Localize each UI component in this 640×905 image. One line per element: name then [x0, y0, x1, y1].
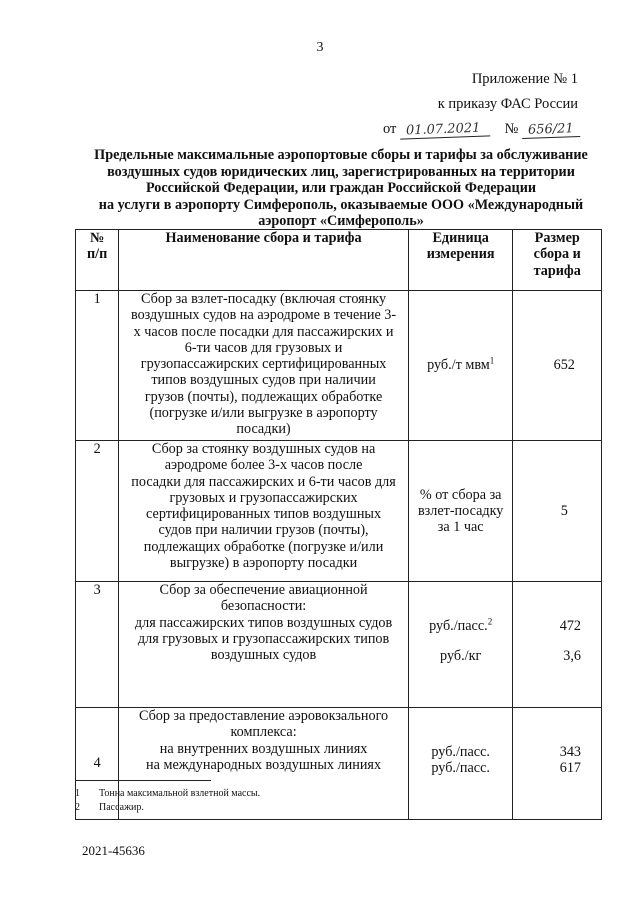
- title-line: Предельные максимальные аэропортовые сборы и тарифы за обслуживание: [94, 147, 588, 163]
- order-from-label: от: [383, 121, 397, 137]
- row-name: Сбор за предоставление аэровокзального комплекса: на внутренних воздушных линиях на международных воздушных линиях: [119, 708, 409, 820]
- table-row: [76, 441, 602, 582]
- table-row: [76, 291, 602, 441]
- row-unit: % от сбора за взлет-посадку за 1 час: [408, 441, 513, 582]
- title-line: воздушных судов юридических лиц, зарегистрированных на территории: [107, 163, 575, 180]
- row-unit: руб./т мвм$^1$: [408, 291, 513, 441]
- order-date-handwritten: 01.07.2021: [400, 121, 490, 139]
- title-line: аэропорт «Симферополь»: [258, 213, 424, 229]
- table-row: [76, 582, 602, 708]
- row-size: 472 3,6: [513, 582, 602, 708]
- row-number: 2: [76, 441, 119, 582]
- header-unit: Единица измерения: [408, 230, 513, 291]
- appendix-label: Приложение № 1: [471, 71, 578, 87]
- row-size: 343 617: [513, 708, 602, 820]
- row-number: 1: [76, 291, 119, 441]
- footnote-divider: [75, 780, 211, 781]
- document-code: 2021-45636: [82, 843, 145, 858]
- footnotes: [75, 787, 260, 815]
- row-name: Сбор за обеспечение авиационной безопасности: для пассажирских типов воздушных судов для грузовых и грузопассажирских типов воздушных судов: [119, 582, 409, 708]
- row-number: 3: [76, 582, 119, 708]
- header-name: Наименование сбора и тарифа: [119, 230, 409, 291]
- footnote-ref: 2: [487, 616, 493, 627]
- row-size: 5: [513, 441, 602, 582]
- order-number-label: №: [504, 121, 519, 137]
- title-line: Российской Федерации, или граждан Российской Федерации: [145, 180, 537, 196]
- footnote: 2 Пассажир.: [75, 802, 144, 813]
- footnote-ref: 1: [489, 355, 495, 366]
- appendix-order-ref: к приказу ФАС России: [437, 96, 578, 112]
- row-size: 652: [513, 291, 602, 441]
- row-unit: руб./пасс. руб./пасс.: [408, 708, 513, 820]
- header-number: № п/п: [76, 230, 119, 291]
- page-number: 3: [316, 40, 324, 55]
- tariffs-table: [75, 229, 602, 820]
- table-header-row: [76, 230, 602, 291]
- row-unit: руб./пасс.$^2$ руб./кг: [408, 582, 513, 708]
- title-line: на услуги в аэропорту Симферополь, оказываемые ООО «Международный: [98, 196, 584, 213]
- order-date-line: [383, 121, 580, 138]
- row-name: Сбор за стоянку воздушных судов на аэродроме более 3-х часов после посадки для пассажирских и 6-ти часов для грузовых и грузопассажирских сертифицированных типов воздушных судов при наличии грузов (почты), подлежащих обработке (погрузке и/или выгрузке) в аэропорту посадки: [119, 441, 409, 582]
- footnote: 1 Тонна максимальной взлетной массы.: [75, 788, 261, 799]
- document-title: [66, 147, 616, 230]
- header-size: Размер сбора и тарифа: [513, 230, 602, 291]
- order-number-handwritten: 656/21: [522, 122, 580, 139]
- row-number: 4: [76, 708, 119, 820]
- row-name: Сбор за взлет-посадку (включая стоянку воздушных судов на аэродроме в течение 3- х часов после посадки для пассажирских и 6-ти часов для грузовых и грузопассажирских сертифицированных типов воздушных судов при наличии грузов (почты), подлежащих обработке (погрузке и/или выгрузке в аэропорту посадки): [119, 291, 409, 441]
